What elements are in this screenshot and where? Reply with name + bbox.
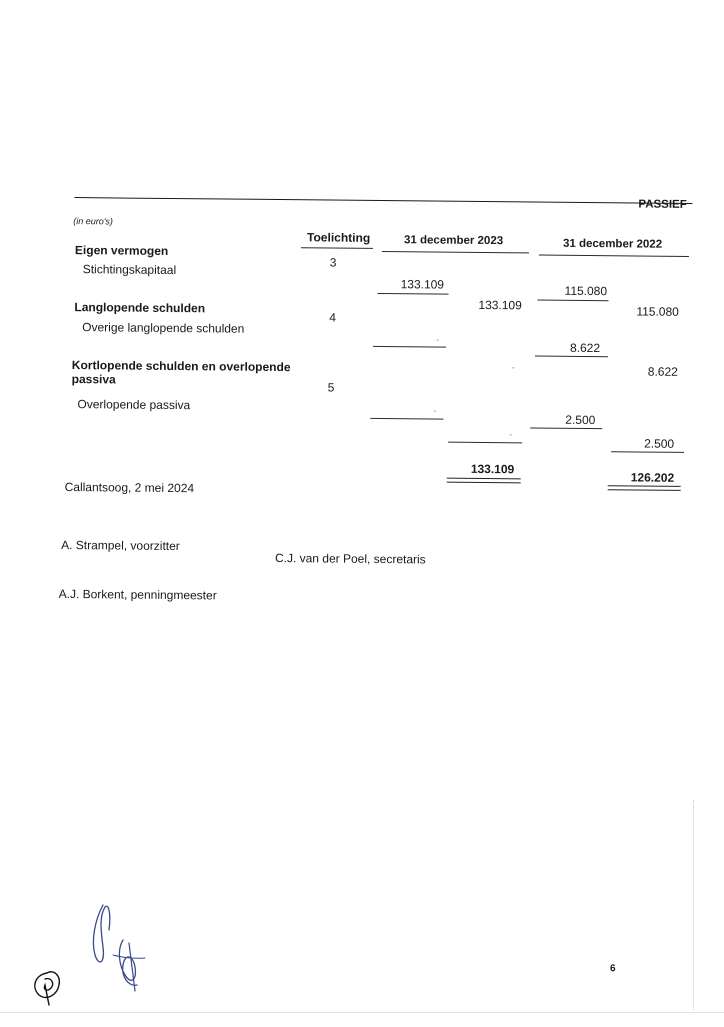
short-term-heading-line1: Kortlopende schulden en overlopende <box>71 358 291 375</box>
short-term-item-2023-rule <box>370 418 443 420</box>
grand-total-2022-double-rule <box>608 485 681 491</box>
long-term-item-label: Overige langlopende schulden <box>82 320 245 336</box>
long-term-heading: Langlopende schulden <box>74 300 206 316</box>
grand-total-2023-double-rule <box>447 478 521 484</box>
signatory-chair: A. Strampel, voorzitter <box>61 537 180 554</box>
short-term-total-2023-rule <box>448 442 522 444</box>
column-header-2022: 31 december 2022 <box>562 237 663 251</box>
grand-total-2023: 133.109 <box>470 461 515 477</box>
long-term-item-2022: 8.622 <box>569 340 601 356</box>
currency-unit: (in euro's) <box>73 216 114 227</box>
place-date: Callantsoog, 2 mei 2024 <box>64 479 195 496</box>
header-rule <box>74 197 692 204</box>
long-term-total-2023: - <box>511 362 515 373</box>
handwritten-signature <box>25 895 165 1010</box>
short-term-item-label: Overlopende passiva <box>77 397 191 413</box>
long-term-total-2022: 8.622 <box>647 364 678 379</box>
long-term-item-2023: - <box>436 334 440 345</box>
equity-heading: Eigen vermogen <box>74 243 169 258</box>
short-term-heading-line2: passiva <box>71 372 116 387</box>
page-number: 6 <box>610 963 616 975</box>
long-term-item-2023-rule <box>373 346 446 348</box>
scan-artifact-line <box>693 800 694 1010</box>
equity-item-2022: 115.080 <box>564 283 608 299</box>
long-term-note: 4 <box>329 310 337 325</box>
page-title: PASSIEF <box>638 198 687 211</box>
signatory-secretary: C.J. van der Poel, secretaris <box>274 551 426 567</box>
equity-total-2022: 115.080 <box>636 304 679 319</box>
signatory-treasurer: A.J. Borkent, penningmeester <box>58 586 217 603</box>
long-term-item-2022-rule <box>535 355 608 357</box>
column-header-note: Toelichting <box>307 230 371 245</box>
short-term-total-2022-rule <box>611 451 684 453</box>
grand-total-2022: 126.202 <box>630 470 675 485</box>
short-term-item-2023: - <box>433 405 437 416</box>
equity-total-2023: 133.109 <box>478 297 522 313</box>
equity-item-label: Stichtingskapitaal <box>82 262 177 278</box>
column-header-2022-rule <box>539 255 689 257</box>
short-term-total-2022: 2.500 <box>644 436 675 451</box>
column-header-2023: 31 december 2023 <box>403 234 504 248</box>
equity-note: 3 <box>329 255 337 270</box>
short-term-note: 5 <box>327 380 335 395</box>
equity-item-2022-rule <box>537 300 608 302</box>
short-term-item-2022-rule <box>530 427 602 429</box>
short-term-item-2022: 2.500 <box>565 412 596 428</box>
bottom-scan-edge <box>0 1012 724 1013</box>
equity-item-2023: 133.109 <box>400 277 445 292</box>
column-header-note-rule <box>301 247 373 249</box>
short-term-total-2023: - <box>509 429 513 440</box>
equity-item-2023-rule <box>378 293 449 295</box>
column-header-2023-rule <box>382 251 529 253</box>
